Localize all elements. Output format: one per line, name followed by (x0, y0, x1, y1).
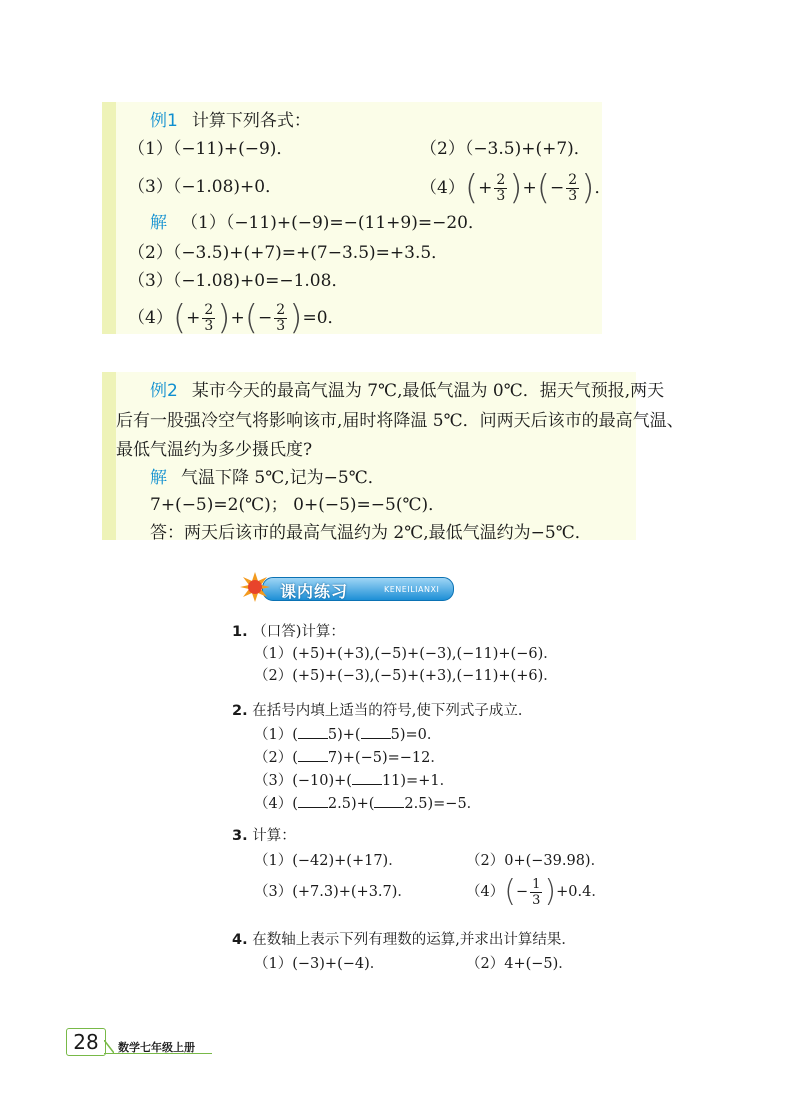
example1-solution-3: （3）（−1.08)+0=−1.08． (128, 271, 349, 291)
text-segment: （4）( (254, 796, 298, 812)
exercise-1-heading (232, 622, 345, 642)
example1-prompt: 计算下列各式： (191, 111, 311, 131)
text-segment: 11)=+1． (381, 773, 455, 789)
fraction-denominator: 3 (568, 187, 578, 204)
left-paren: ( (504, 874, 516, 909)
exercise-number: 2. (232, 703, 248, 719)
fraction-numerator: 2 (276, 301, 286, 318)
exercise-3-heading (232, 826, 296, 846)
example1-q3: （3）（−1.08)+0． (128, 177, 283, 197)
example1-q4-prefix: （4） (420, 178, 465, 198)
example1-solution-4 (128, 298, 345, 338)
page-number: 28 (73, 1030, 99, 1054)
exercise-2-text: 在括号内填上适当的符号,使下列式子成立． (252, 703, 533, 719)
right-paren: ) (581, 168, 595, 208)
exercise-4-heading (232, 930, 576, 950)
text-segment: 7)+(−5)=−12． (327, 750, 445, 766)
example2-solution-2: 7+(−5)=2(℃)； 0+(−5)=−5(℃)． (150, 495, 446, 515)
text-segment: 5)+( (327, 727, 361, 743)
text-segment: （3）(−10)+( (254, 773, 352, 789)
fill-blank[interactable] (361, 724, 391, 739)
example2-line-1 (150, 380, 664, 402)
text-segment: 5)=0． (390, 727, 442, 743)
fraction-denominator: 3 (204, 317, 214, 334)
exercise-3-part-2: （2）0+(−39.98)． (466, 853, 606, 869)
left-paren: ( (244, 298, 259, 338)
fraction-numerator: 2 (204, 301, 214, 318)
exercise-3-part-4-prefix: （4） (466, 884, 505, 900)
fraction-denominator: 3 (496, 187, 506, 204)
sign-plus: + (186, 308, 201, 328)
example2-label: 例2 (150, 381, 178, 401)
example1-q4 (420, 168, 611, 208)
exercise-2-part-4 (254, 793, 481, 814)
practice-banner (240, 572, 452, 602)
example1-solution-1 (150, 212, 485, 234)
operator-plus: + (230, 308, 245, 328)
fraction (566, 173, 579, 204)
right-paren: ) (509, 168, 523, 208)
example1-label: 例1 (150, 111, 178, 131)
example2-text-1: 某市今天的最高气温为 7℃,最低气温为 0℃．据天气预报,两天 (191, 381, 665, 401)
fraction (494, 173, 507, 204)
sign-minus: − (515, 884, 529, 900)
practice-title: 课内练习 (280, 582, 349, 601)
exercise-number: 3. (232, 828, 248, 844)
text-segment: （2）( (254, 750, 298, 766)
exercise-4-part-2: （2）4+(−5)． (466, 956, 573, 972)
example1-s1-text: （1）（−11)+(−9)=−(11+9)=−20． (181, 213, 485, 233)
example1-margin-band (102, 102, 116, 334)
example2-line-3: 最低气温约为多少摄氏度? (116, 440, 313, 460)
page-tab-icon (104, 1040, 114, 1054)
example2-solution-1 (150, 467, 385, 489)
example2-solution-3: 答：两天后该市的最高气温约为 2℃,最低气温约为−5℃． (150, 523, 592, 543)
exercise-3-part-1: （1）(−42)+(+17)． (254, 853, 403, 869)
example1-q2: （2）（−3.5)+(+7)． (420, 139, 591, 159)
exercise-number: 4. (232, 932, 248, 948)
left-paren: ( (464, 168, 479, 208)
right-paren: ) (544, 874, 557, 909)
fill-blank[interactable] (298, 793, 328, 808)
example1-q4-end: ． (594, 178, 612, 198)
fraction (202, 303, 215, 334)
exercise-3-part-4 (466, 872, 606, 912)
left-paren: ( (536, 168, 551, 208)
exercise-2-part-1 (254, 724, 441, 745)
fill-blank[interactable] (298, 747, 328, 762)
fraction-numerator: 1 (532, 876, 541, 892)
exercise-number: 1. (232, 624, 248, 640)
text-segment: 2.5)+( (327, 796, 375, 812)
operator-plus: + (522, 178, 537, 198)
text-segment: 2.5)=−5． (404, 796, 482, 812)
example2-line-2: 后有一股强冷空气将影响该市,届时将降温 5℃．问两天后该市的最高气温、 (116, 411, 684, 431)
right-paren: ) (217, 298, 231, 338)
fill-blank[interactable] (298, 724, 328, 739)
solution-label: 解 (150, 468, 167, 488)
practice-subtitle: KENEILIANXI (384, 585, 440, 594)
fraction-denominator: 3 (532, 892, 541, 908)
example1-q1: （1）（−11)+(−9)． (128, 139, 294, 159)
exercise-4-text: 在数轴上表示下列有理数的运算,并求出计算结果． (252, 932, 576, 948)
example2-s1-text: 气温下降 5℃,记为−5℃． (181, 468, 385, 488)
sign-minus: − (550, 178, 565, 198)
exercise-3-text: 计算： (252, 828, 296, 844)
example2-margin-band (102, 372, 116, 540)
fill-blank[interactable] (374, 793, 404, 808)
fraction (274, 303, 287, 334)
fraction-denominator: 3 (276, 317, 286, 334)
exercise-3-part-3: （3）(+7.3)+(+3.7)． (254, 884, 412, 900)
right-paren: ) (289, 298, 303, 338)
text-segment: （1）( (254, 727, 298, 743)
exercise-4-part-1: （1）(−3)+(−4)． (254, 956, 385, 972)
left-paren: ( (172, 298, 187, 338)
sign-plus: + (478, 178, 493, 198)
exercise-2-heading (232, 701, 532, 721)
exercise-2-part-2 (254, 747, 445, 768)
example1-s4-end: =0． (302, 308, 345, 328)
book-title: 数学七年级上册 (118, 1041, 195, 1054)
exercise-1-text: （口答)计算： (252, 624, 345, 640)
fraction-numerator: 2 (568, 171, 578, 188)
exercise-3-part-4-end: +0.4． (556, 884, 606, 900)
exercise-1-part-2: （2）(+5)+(−3),(−5)+(+3),(−11)+(+6)． (254, 668, 558, 684)
example1-solution-2: （2）（−3.5)+(+7)=+(7−3.5)=+3.5． (128, 243, 449, 263)
fraction (530, 877, 542, 908)
exercise-1-part-1: （1）(+5)+(+3),(−5)+(−3),(−11)+(−6)． (254, 646, 558, 662)
sign-minus: − (258, 308, 273, 328)
sun-icon (240, 572, 270, 602)
solution-label: 解 (150, 213, 167, 233)
example1-heading (150, 110, 311, 132)
fill-blank[interactable] (352, 770, 382, 785)
exercise-2-part-3 (254, 770, 454, 791)
fraction-numerator: 2 (496, 171, 506, 188)
page-number-box (66, 1028, 106, 1056)
example1-s4-prefix: （4） (128, 308, 173, 328)
